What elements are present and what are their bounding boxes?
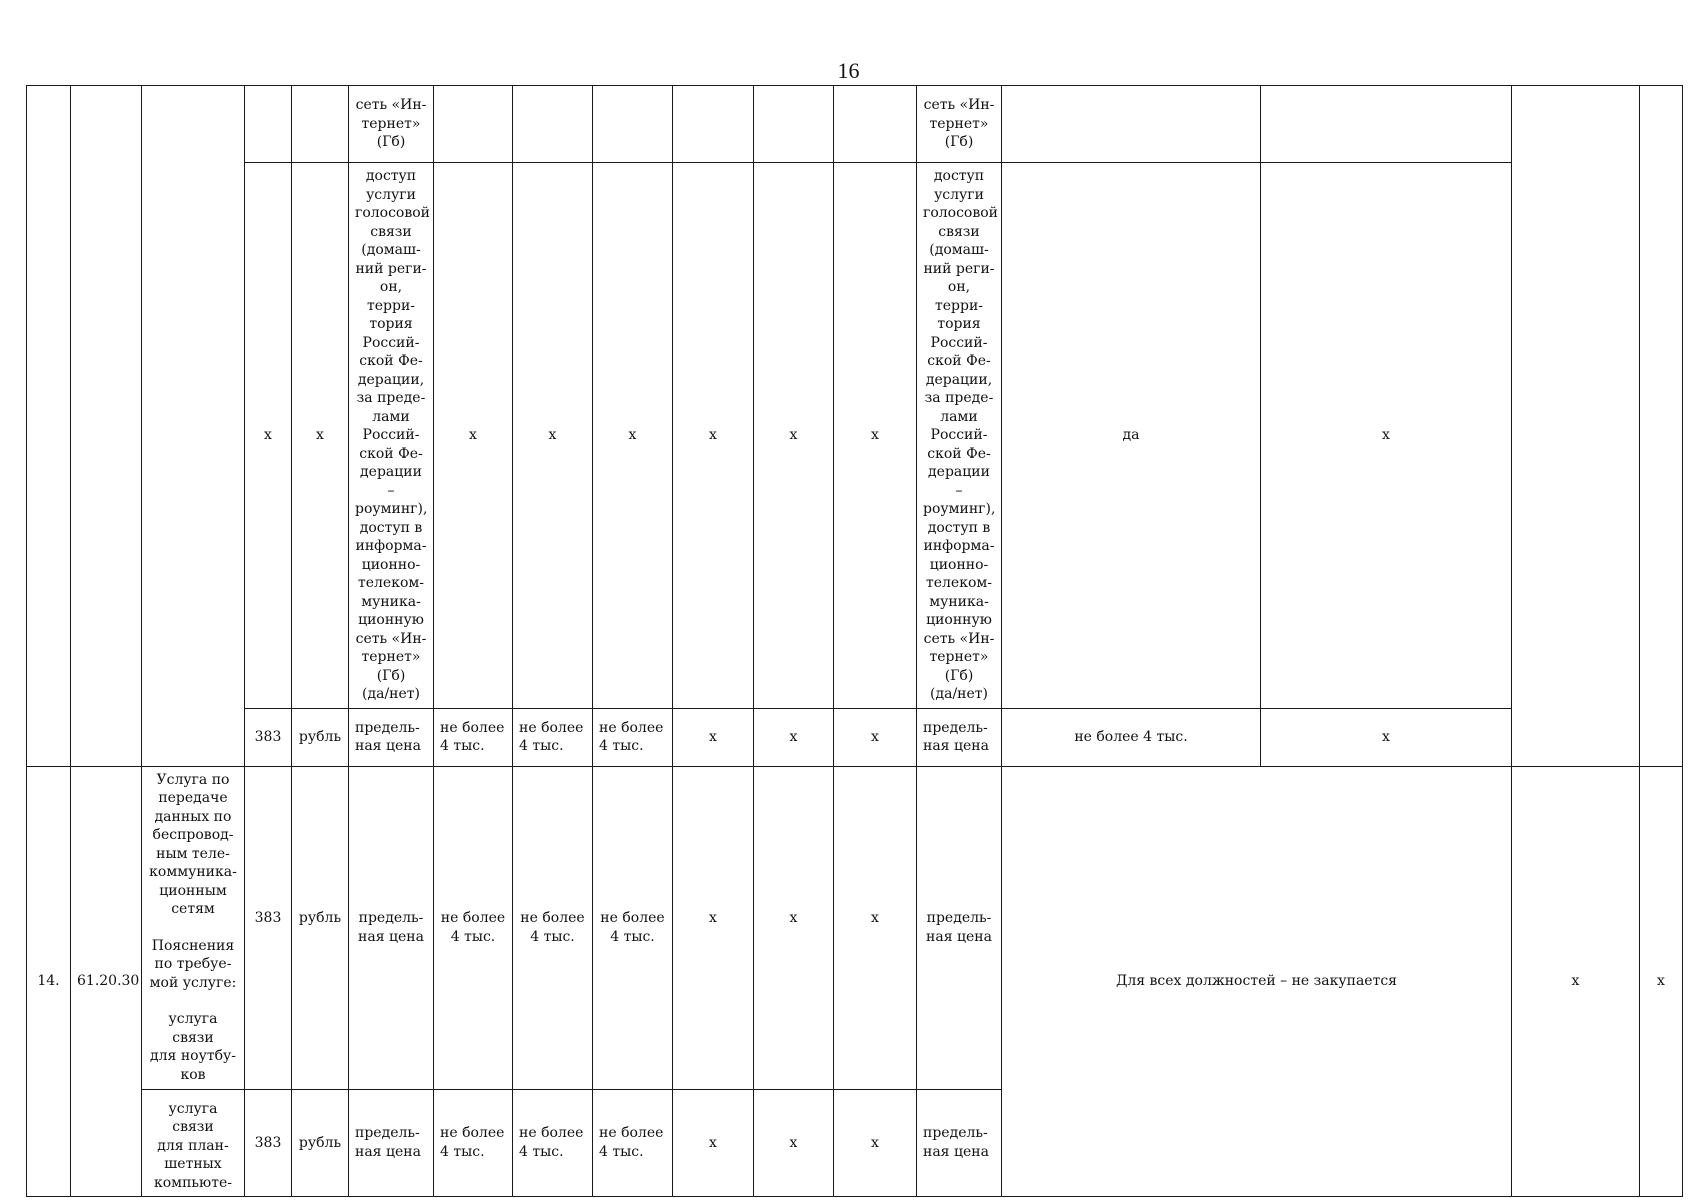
cell-char-act: предель- ная цена xyxy=(917,1089,1002,1197)
cell-value: не более 4 тыс. xyxy=(593,766,673,1089)
cell-value: х xyxy=(513,163,593,709)
cell-value-act: да xyxy=(1002,163,1261,709)
sub-label-laptops: услуга связи для ноутбу- ков xyxy=(150,1011,236,1083)
cell-value: х xyxy=(673,1089,754,1197)
cell-okei: 383 xyxy=(245,708,292,766)
cell-value: х xyxy=(834,1089,917,1197)
cell-char-act: предель- ная цена xyxy=(917,708,1002,766)
cell-col-a: х xyxy=(1512,766,1640,1197)
cell-sub-label-tablets: услуга связи для план- шетных компьюте- xyxy=(142,1089,245,1197)
cell-value: не более 4 тыс. xyxy=(593,708,673,766)
cell-okei: 383 xyxy=(245,1089,292,1197)
table-row xyxy=(27,86,1683,163)
page-number: 16 xyxy=(837,58,860,83)
cell-item-name xyxy=(142,766,245,1089)
cell-okei: 383 xyxy=(245,766,292,1089)
item-note: Пояснения по требуе- мой услуге: xyxy=(149,937,237,991)
cell-col-b: х xyxy=(1640,766,1683,1197)
table-row xyxy=(27,163,1683,709)
cell-value: х xyxy=(834,163,917,709)
cell-value xyxy=(834,86,917,163)
cell-justification: х xyxy=(1261,708,1512,766)
cell-value: х xyxy=(754,708,834,766)
cell-value: х xyxy=(673,163,754,709)
cell-value xyxy=(754,86,834,163)
cell-code-cont xyxy=(71,86,142,767)
cell-num-cont xyxy=(27,86,71,767)
cell-justification: х xyxy=(1261,163,1512,709)
cell-char-pre: доступ услуги голосовой связи (домаш- ний реги- он, терри- тория Россий- ской Фе- дерации, за преде- лами Россий- ской Фе- дерации – роуминг), доступ в информа- ционно- телеком- муника- ционную сеть «Ин- тернет» (Гб) (да/нет) xyxy=(349,163,434,709)
cell-value: не более 4 тыс. xyxy=(593,1089,673,1197)
cell-okpd-code: 61.20.30 xyxy=(71,766,142,1197)
cell-char-act: сеть «Ин- тернет» (Гб) xyxy=(917,86,1002,163)
cell-unit xyxy=(292,86,349,163)
cell-okei xyxy=(245,86,292,163)
cell-value: не более 4 тыс. xyxy=(434,1089,513,1197)
cell-value: не более 4 тыс. xyxy=(434,708,513,766)
cell-value: х xyxy=(593,163,673,709)
requirements-table xyxy=(26,85,1683,1197)
cell-justification xyxy=(1261,86,1512,163)
cell-char-pre: предель- ная цена xyxy=(349,766,434,1089)
cell-value: х xyxy=(834,708,917,766)
cell-value: х xyxy=(673,708,754,766)
cell-unit: рубль xyxy=(292,708,349,766)
cell-value xyxy=(434,86,513,163)
cell-value: х xyxy=(754,1089,834,1197)
cell-unit: рубль xyxy=(292,1089,349,1197)
cell-okei: х xyxy=(245,163,292,709)
cell-col-b-cont xyxy=(1640,86,1683,767)
cell-unit: х xyxy=(292,163,349,709)
cell-value-act xyxy=(1002,86,1261,163)
cell-char-act: предель- ная цена xyxy=(917,766,1002,1089)
cell-value: х xyxy=(754,766,834,1089)
item-name: Услуга по передаче данных по беспровод- ным теле- коммуника- ционным сетям xyxy=(149,771,237,918)
cell-char-act: доступ услуги голосовой связи (домаш- ний реги- он, терри- тория Россий- ской Фе- дерации, за преде- лами Россий- ской Фе- дерации – роуминг), доступ в информа- ционно- телеком- муника- ционную сеть «Ин- тернет» (Гб) (да/нет) xyxy=(917,163,1002,709)
cell-value-act: не более 4 тыс. xyxy=(1002,708,1261,766)
cell-unit: рубль xyxy=(292,766,349,1089)
cell-char-pre: предель- ная цена xyxy=(349,1089,434,1197)
cell-value: х xyxy=(754,163,834,709)
cell-name-cont xyxy=(142,86,245,767)
cell-value xyxy=(673,86,754,163)
cell-value: не более 4 тыс. xyxy=(513,766,593,1089)
cell-value: не более 4 тыс. xyxy=(513,708,593,766)
cell-value xyxy=(513,86,593,163)
cell-value: х xyxy=(834,766,917,1089)
cell-value: не более 4 тыс. xyxy=(513,1089,593,1197)
cell-char-pre: сеть «Ин- тернет» (Гб) xyxy=(349,86,434,163)
cell-item-number: 14. xyxy=(27,766,71,1197)
cell-value: х xyxy=(434,163,513,709)
table-row xyxy=(27,708,1683,766)
cell-char-pre: предель- ная цена xyxy=(349,708,434,766)
cell-value: х xyxy=(673,766,754,1089)
cell-not-purchased: Для всех должностей – не закупается xyxy=(1002,766,1512,1197)
cell-value xyxy=(593,86,673,163)
cell-col-a-cont xyxy=(1512,86,1640,767)
cell-value: не более 4 тыс. xyxy=(434,766,513,1089)
table-row xyxy=(27,766,1683,1089)
